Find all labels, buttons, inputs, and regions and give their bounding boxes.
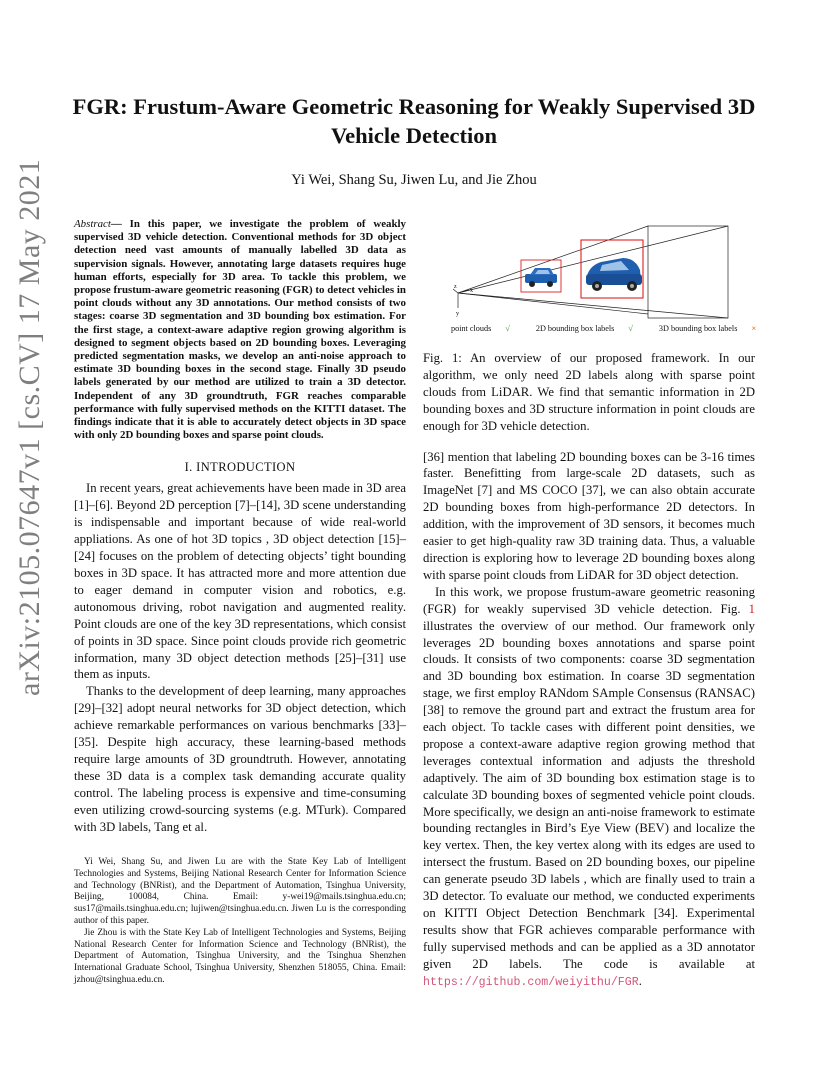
- axis-x-label: x: [470, 288, 473, 294]
- intro-paragraph-1: In recent years, great achievements have been made in 3D area [1]–[6]. Beyond 2D perception [7]–[14], 3D scene understanding is indispensable and important because of wide real-world appliations. As one of hot 3D topics , 3D object detection [15]–[24] focuses on the problem of detecting objects’ tight bounding boxes in 3D space. It has attracted more and more attention due to eager demand in computer vision and robotics, e.g. autonomous driving, robot navigation and augmented reality. Point clouds are one of the key 3D representations, which consist of points in 3D space. Since point clouds provide rich geometric information, many 3D object detection methods [25]–[31] use them as inputs.: [74, 481, 406, 682]
- legend-point-clouds-label: point clouds: [451, 324, 492, 333]
- right-paragraph-2-part-a: In this work, we propose frustum-aware geometric reasoning (FGR) for weakly supervised 3D vehicle detection. Fig.: [423, 584, 755, 616]
- check-icon: √: [505, 324, 510, 333]
- footnote-block: [74, 857, 406, 987]
- abstract: [74, 218, 406, 442]
- figure-1-reference-link[interactable]: 1: [748, 601, 756, 616]
- footnote-affiliation-1: Yi Wei, Shang Su, and Jiwen Lu are with the State Key Lab of Intelligent Technologies and Systems, Beijing National Research Center for Information Science and Technology (BNRist), and the Department of Automation, Tsinghua University, Beijing, 100084, China. Email: y-wei19@mails.tsinghua.edu.cn; sus17@mails.tsinghua.edu.cn; lujiwen@tsinghua.edu.cn. Jiwen Lu is the corresponding author of this paper.: [74, 857, 406, 926]
- left-column: [74, 218, 406, 835]
- legend-2d-label: 2D bounding box labels: [535, 324, 615, 333]
- title-line-1: FGR: Frustum-Aware Geometric Reasoning for Weakly Supervised 3D: [72, 94, 756, 119]
- paper-title: [60, 92, 768, 150]
- footnote-affiliation-2: Jie Zhou is with the State Key Lab of Intelligent Technologies and Systems, Beijing National Research Center for Information Science and Technology (BNRist), the Department of Automation, Tsinghua University, and the Tsinghua Shenzhen International Graduate School, Tsinghua University, Shenzhen 518055, China. Email: jzhou@tsinghua.edu.cn.: [74, 927, 406, 985]
- axis-y-label: y: [456, 311, 459, 317]
- legend-2d-labels: [536, 324, 645, 333]
- end-period: .: [638, 973, 642, 988]
- legend-point-clouds: [451, 324, 522, 333]
- abstract-text: — In this paper, we investigate the problem of weakly supervised 3D vehicle detection. Conventional methods for 3D object detection need vast amounts of manually labelled 3D data as supervision signals. However, annotating large datasets requires huge human efforts, especially for 3D area. To tackle this problem, we propose frustum-aware geometric reasoning (FGR) to detect vehicles in point clouds without any 3D annotations. Our method consists of two stages: coarse 3D segmentation and 3D bounding box estimation. For the first stage, a context-aware adaptive region growing algorithm is designed to segment objects based on 2D bounding boxes. Leveraging predicted segmentation masks, we develop an anti-noise approach to estimate 3D bounding boxes in the second stage. Finally 3D pseudo labels generated by our method are utilized to train a 3D detector. Independent of any 3D groundtruth, FGR reaches comparable performance with fully supervised methods on the KITTI dataset. The findings indicate that it is able to accurately detect objects in 3D space with only 2D bounding boxes and sparse point clouds.: [74, 218, 406, 442]
- axis-z-label: z: [454, 284, 457, 290]
- car-large-icon: [586, 258, 642, 291]
- section-heading-introduction: I. INTRODUCTION: [184, 460, 296, 475]
- right-paragraph-1: [36] mention that labeling 2D bounding boxes can be 3-16 times faster. Benefitting from large-scale 2D datasets, such as ImageNet [7] and MS COCO [37], we can also obtain accurate 2D bounding boxes from high-performance 2D detectors. In addition, with the improvement of 3D sensors, it becomes much easier to get high-quality raw 3D training data. Thus, a valuable direction is exploring how to leverage 2D bounding boxes along with sparse point clouds from LiDAR for 3D object detection.: [423, 449, 755, 582]
- arxiv-sidebar-stamp: arXiv:2105.07647v1 [cs.CV] 17 May 2021: [13, 158, 46, 696]
- legend-3d-label: 3D bounding box labels: [658, 324, 738, 333]
- right-column: [423, 218, 755, 992]
- cross-icon: ×: [751, 324, 757, 333]
- check-icon: √: [628, 324, 633, 333]
- axes-icon: [453, 289, 469, 308]
- author-list: Yi Wei, Shang Su, Jiwen Lu, and Jie Zhou: [291, 172, 537, 188]
- figure-caption: Fig. 1: An overview of our proposed framework. In our algorithm, we only need 2D labels along with sparse point clouds from LiDAR. We find that semantic information in 2D bounding boxes and 3D structure information in point clouds are enough for 3D vehicle detection.: [423, 351, 755, 433]
- figure-legend: [451, 324, 780, 333]
- legend-3d-labels: [659, 324, 768, 333]
- intro-paragraph-2: Thanks to the development of deep learning, many approaches [29]–[32] adopt neural networks for 3D object detection, which achieve remarkable performances on various benchmarks [33]–[35]. Despite high accuracy, these learning-based methods require large amounts of 3D groundtruth. However, annotating these 3D data is a complex task demanding accurate quality control. The labeling process is expensive and time-consuming even utilizing crowd-sourcing systems (e.g. MTurk). Compared with 3D labels, Tang et al.: [74, 684, 406, 834]
- abstract-label: Abstract: [74, 218, 111, 230]
- frustum-diagram: [423, 218, 755, 322]
- figure-1: [423, 218, 755, 338]
- right-paragraph-2: [423, 584, 755, 992]
- code-url-link[interactable]: https://github.com/weiyithu/FGR: [423, 975, 639, 989]
- title-line-2: Vehicle Detection: [331, 123, 497, 148]
- right-paragraph-2-part-b: illustrates the overview of our method. Our framework only leverages 2D bounding boxes annotations and sparse point clouds. It consists of two components: coarse 3D segmentation and 3D bounding box estimation. In coarse 3D segmentation stage, we first employ RANdom SAmple Consensus (RANSAC) [38] to remove the ground part and extract the frustum area for each object. To tackle cases with different point densities, we propose a context-aware adaptive region growing method that leverages contextual information and adjusts the threshold adaptively. The aim of 3D bounding box estimation stage is to calculate 3D bounding boxes of segmented vehicle point clouds. More specifically, we design an anti-noise framework to estimate bounding rectangles in Bird’s Eye View (BEV) and localize the key vertex. Then, the key vertex along with its edges are used to intersect the frustum. Based on 2D bounding boxes, our pipeline can generate pseudo 3D labels , which are finally used to train a 3D detector. To evaluate our method, we conducted experiments on KITTI Object Detection Benchmark [34]. Experimental results show that FGR achieves comparable performance with fully supervised methods and can be applied as a 3D annotator given 2D labels. The code is available at: [423, 618, 755, 971]
- car-small-icon: [525, 268, 557, 287]
